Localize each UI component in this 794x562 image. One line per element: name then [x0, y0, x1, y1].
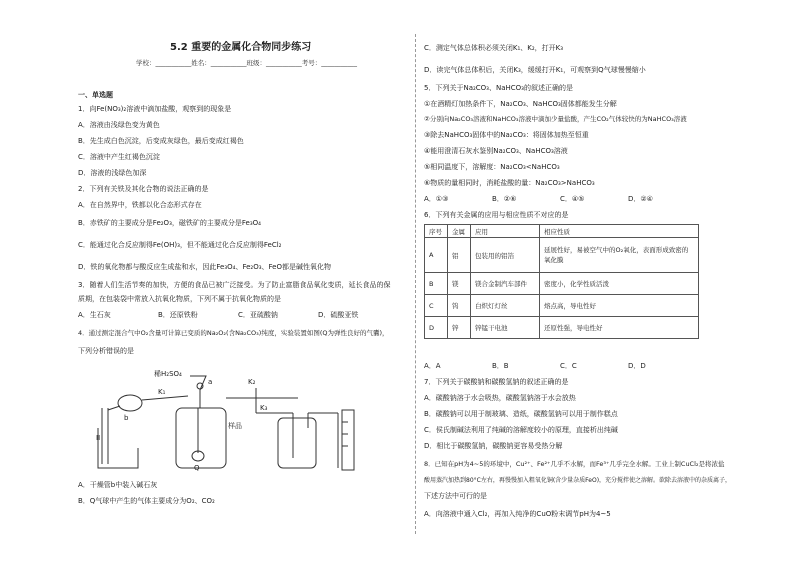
- q1-option-a: A．溶液由浅绿色变为黄色: [78, 121, 160, 129]
- label-k3: K₃: [260, 404, 268, 412]
- label-a: a: [208, 378, 213, 386]
- q4-option-c: C．测定气体总体积必须关闭K₁、K₂，打开K₃: [424, 44, 564, 52]
- drying-tube-b: [118, 395, 142, 411]
- q1-option-c: C．溶液中产生红褐色沉淀: [78, 153, 160, 161]
- table-header-row: [425, 225, 699, 238]
- label-k1: K₁: [158, 388, 166, 396]
- q6-stem: 6．下列有关金属的应用与相应性质不对应的是: [424, 211, 569, 219]
- q2-option-b: B．赤铁矿的主要成分是Fe₂O₃，磁铁矿的主要成分是Fe₃O₄: [78, 219, 261, 227]
- q3-option-d: D．硫酸亚铁: [318, 311, 359, 319]
- label-acid: 稀H₂SO₄: [154, 370, 182, 378]
- q7-option-c: C．侯氏制碱法利用了纯碱的溶解度较小的原理，直接析出纯碱: [424, 426, 618, 434]
- right-column: [424, 0, 732, 562]
- section-heading: 一、单选题: [78, 91, 113, 99]
- table-row: [425, 317, 699, 339]
- left-column: [78, 0, 408, 562]
- q7-stem: 7．下列关于碳酸钠和碳酸氢钠的叙述正确的是: [424, 378, 569, 386]
- q7-option-d: D．相比于碳酸氢钠，碳酸钠更容易受热分解: [424, 442, 563, 450]
- q8-stem-line2: 酸用蒸汽加热到80°C左右，再慢慢加入粗氧化铜(含少量杂质FeO)，充分搅拌使之溶解。欲除去溶液中的杂质离子，: [424, 477, 732, 484]
- table-cell: 铝: [448, 238, 471, 273]
- table-cell: 密度小，化学性质活泼: [540, 273, 699, 295]
- q4-option-a: A．干燥管b中装入碱石灰: [78, 481, 158, 489]
- q6-table: [424, 224, 699, 339]
- table-cell: A: [425, 238, 448, 273]
- label-q: Q: [194, 464, 200, 472]
- table-header: 相应性质: [540, 225, 699, 238]
- page-title: 5.2 重要的金属化合物同步练习: [170, 42, 312, 53]
- table-row: [425, 238, 699, 273]
- table-header: 应用: [471, 225, 540, 238]
- table-cell: 包装用的铝箔: [471, 238, 540, 273]
- q5-item-1: ①在酒精灯加热条件下，Na₂CO₃、NaHCO₃固体都能发生分解: [424, 100, 617, 108]
- q8-stem-line1: 8．已知在pH为4~5的环境中，Cu²⁺、Fe²⁺几乎不水解，而Fe³⁺几乎完全水解。工业上制CuCl₂是将浓盐: [424, 460, 725, 468]
- q3-option-a: A．生石灰: [78, 311, 111, 319]
- q5-option-d: D．②④: [628, 195, 653, 203]
- table-header: 金属: [448, 225, 471, 238]
- table-cell: 熔点高，导电性好: [540, 295, 699, 317]
- table-cell: C: [425, 295, 448, 317]
- q3-stem-line2: 质期，在包装袋中常放入抗氧化物质，下列不属于抗氧化物质的是: [78, 295, 281, 303]
- q1-option-b: B．先生成白色沉淀，后变成灰绿色，最后变成红褐色: [78, 137, 244, 145]
- q3-option-b: B．还原铁粉: [158, 311, 198, 319]
- q5-option-b: B．②⑥: [492, 195, 517, 203]
- table-cell: 钨: [448, 295, 471, 317]
- q3-option-c: C．亚硫酸钠: [238, 311, 278, 319]
- label-ii: II: [96, 434, 101, 442]
- table-cell: 锌锰干电池: [471, 317, 540, 339]
- q3-stem-line1: 3．随着人们生活节奏的加快，方便的食品已被广泛接受。为了防止富脂食品氧化变质，延长食品的保: [78, 281, 391, 289]
- label-sample: 样品: [228, 422, 242, 430]
- q5-item-5: ⑤相同温度下，溶解度：Na₂CO₃<NaHCO₃: [424, 163, 560, 171]
- table-cell: 延展性好，易被空气中的O₂氧化，表面形成致密的氧化膜: [540, 238, 699, 273]
- q4-option-b: B．Q气球中产生的气体主要成分为O₂、CO₂: [78, 497, 215, 505]
- table-cell: 锌: [448, 317, 471, 339]
- q6-option-c: C．C: [560, 362, 577, 370]
- student-info-fields: 学校：___________姓名：___________班级：___________考号：___________: [136, 59, 357, 67]
- table-cell: 白炽灯灯丝: [471, 295, 540, 317]
- q7-option-a: A．碳酸钠溶于水会吸热，碳酸氢钠溶于水会放热: [424, 394, 576, 402]
- q5-option-a: A．①③: [424, 195, 449, 203]
- graduated-cylinder: [342, 410, 354, 470]
- q5-stem: 5．下列关于Na₂CO₃、NaHCO₃的叙述正确的是: [424, 84, 573, 92]
- reaction-bottle: [176, 408, 226, 468]
- table-cell: 还原性强，导电性好: [540, 317, 699, 339]
- q2-option-d: D．铁的氧化物都与酸反应生成盐和水，因此Fe₃O₄、Fe₂O₃、FeO都是碱性氧化物: [78, 263, 331, 271]
- q5-item-3: ③除去NaHCO₃固体中的Na₂CO₃：将固体加热至恒重: [424, 131, 589, 139]
- column-divider: [415, 34, 416, 534]
- q1-stem: 1．向Fe(NO₃)₂溶液中滴加盐酸，观察到的现象是: [78, 105, 232, 113]
- table-cell: 镁合金制汽车部件: [471, 273, 540, 295]
- q1-option-d: D．溶液的浅绿色加深: [78, 169, 147, 177]
- q4-stem-line2: 下列分析错误的是: [78, 347, 134, 355]
- table-cell: D: [425, 317, 448, 339]
- q6-option-d: D．D: [628, 362, 646, 370]
- q5-option-c: C．④⑤: [560, 195, 585, 203]
- q2-option-c: C．能通过化合反应制得Fe(OH)₃，但不能通过化合反应制得FeCl₂: [78, 241, 282, 249]
- table-header: 序号: [425, 225, 448, 238]
- q2-option-a: A．在自然界中，铁都以化合态形式存在: [78, 201, 202, 209]
- separatory-funnel: [190, 376, 206, 408]
- q7-option-b: B．碳酸钠可以用于制玻璃、造纸，碳酸氢钠可以用于制作糕点: [424, 410, 618, 418]
- table-row: [425, 295, 699, 317]
- q5-item-4: ④能用澄清石灰水鉴别Na₂CO₃、NaHCO₃溶液: [424, 147, 568, 155]
- trough-outline: [98, 428, 138, 468]
- q8-option-a: A．向溶液中通入Cl₂，再加入纯净的CuO粉末调节pH为4~5: [424, 510, 611, 518]
- apparatus-diagram: [98, 368, 368, 473]
- table-cell: B: [425, 273, 448, 295]
- table-row: [425, 273, 699, 295]
- q5-item-2: ②分别向Na₂CO₃溶液和NaHCO₃溶液中滴加少量盐酸，产生CO₂气体较快的为NaHCO₃溶液: [424, 115, 687, 123]
- q4-option-d: D．读完气体总体积后，关闭K₃，缓缓打开K₁，可观察到Q气球慢慢缩小: [424, 66, 646, 74]
- label-b: b: [124, 414, 129, 422]
- gas-bottle: [278, 418, 316, 468]
- q5-item-6: ⑥物质的量相同时，消耗盐酸的量：Na₂CO₃>NaHCO₃: [424, 179, 595, 187]
- label-k2: K₂: [248, 378, 256, 386]
- q4-stem-line1: 4．通过测定混合气中O₂含量可计算已变质的Na₂O₂(含Na₂CO₃)纯度，实验装置如图(Q为弹性良好的气囊)，: [78, 329, 389, 337]
- q6-option-b: B．B: [492, 362, 509, 370]
- q2-stem: 2．下列有关铁及其化合物的说法正确的是: [78, 185, 209, 193]
- q8-stem-line3: 下述方法中可行的是: [424, 492, 487, 500]
- table-cell: 镁: [448, 273, 471, 295]
- q6-option-a: A．A: [424, 362, 441, 370]
